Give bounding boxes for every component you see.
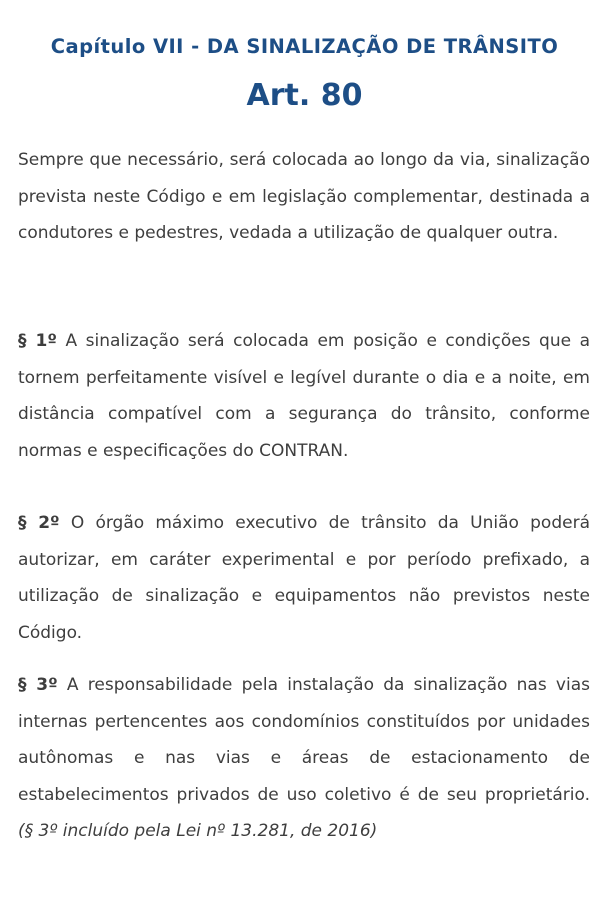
chapter-title: Capítulo VII - DA SINALIZAÇÃO DE TRÂNSITO [50,35,559,58]
paragraph-2-mark: § 2º [18,513,60,533]
article-title: Art. 80 [246,78,363,113]
paragraph-2-text: O órgão máximo executivo de trânsito da União poderá autorizar, em caráter experimental e por período prefixado, a utilização de sinalização e equipamentos não previstos neste Código. [18,513,590,643]
paragraph-1-mark: § 1º [18,331,57,351]
paragraph-3 [18,667,590,850]
paragraph-3-mark: § 3º [18,675,58,695]
paragraph-1 [18,323,590,469]
article-caput: Sempre que necessário, será colocada ao longo da via, sinalização prevista neste Código e em legislação complementar, destinada a condutores e pedestres, vedada a utilização de qualquer outra. [18,150,590,243]
paragraph-2 [18,505,590,651]
paragraph-3-amendment-note: (§ 3º incluído pela Lei nº 13.281, de 2016) [18,821,378,841]
paragraph-3-text: A responsabilidade pela instalação da sinalização nas vias internas pertencentes aos condomínios constituídos por unidades autônomas e nas vias e áreas de estacionamento de estabelecimentos privados de uso coletivo é de seu proprietário. [18,675,590,805]
paragraph-1-text: A sinalização será colocada em posição e condições que a tornem perfeitamente visível e legível durante o dia e a noite, em distância compatível com a segurança do trânsito, conforme normas e especificações do CONTRAN. [18,331,591,461]
